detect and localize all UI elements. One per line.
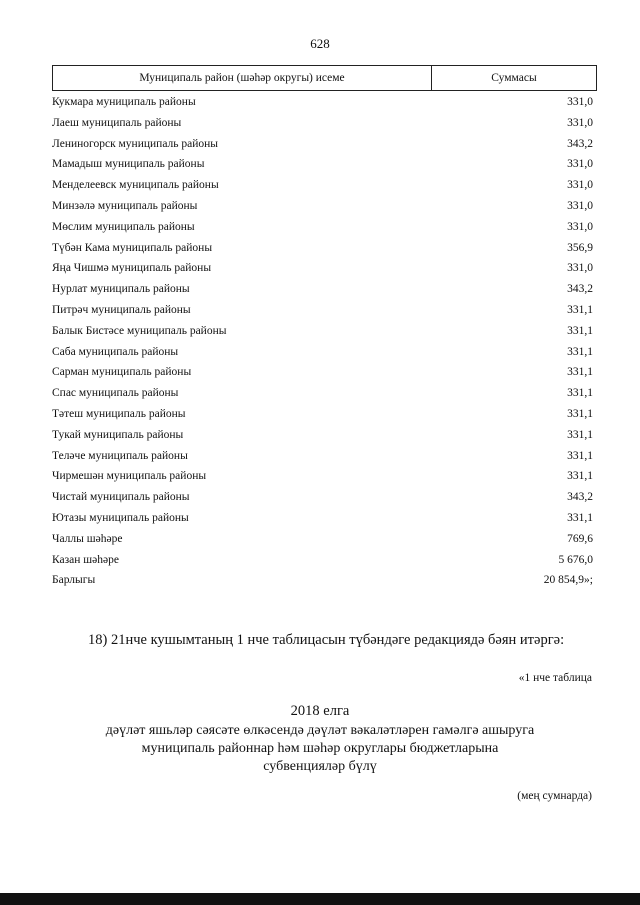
table-row [52, 175, 593, 196]
table-row [52, 487, 593, 508]
row-value: 20 854,9»; [543, 574, 593, 587]
row-value: 331,1 [567, 511, 593, 524]
row-name: Теләче муниципаль районы [52, 449, 188, 462]
row-value: 331,1 [567, 470, 593, 483]
row-name: Чистай муниципаль районы [52, 491, 190, 504]
row-value: 331,1 [567, 387, 593, 400]
column-header-name: Муниципаль район (шәһәр округы) исеме [53, 66, 432, 90]
row-value: 331,1 [567, 407, 593, 420]
row-name: Лениногорск муниципаль районы [52, 137, 219, 150]
row-name: Түбән Кама муниципаль районы [52, 241, 213, 254]
table-year: 2018 елга [290, 703, 350, 719]
row-value: 331,0 [567, 96, 593, 108]
row-name: Кукмара муниципаль районы [52, 96, 196, 108]
table-body [52, 92, 593, 591]
row-value: 343,2 [567, 283, 593, 296]
table-header [52, 65, 597, 91]
row-value: 5 676,0 [558, 553, 593, 566]
row-value: 331,1 [567, 345, 593, 358]
table-row [52, 154, 593, 175]
row-value: 331,0 [567, 116, 593, 129]
row-name: Казан шәһәре [52, 553, 119, 566]
row-name: Барлыгы [52, 574, 96, 587]
table-row [52, 529, 593, 550]
row-name: Минзәлә муниципаль районы [52, 199, 198, 212]
table-row [52, 92, 593, 113]
row-value: 356,9 [567, 241, 593, 254]
table-row [52, 113, 593, 134]
table-row [52, 404, 593, 425]
subtitle-line: дәүләт яшьләр сәясәте өлкәсендә дәүләт вәкаләтләрен гамәлгә ашыруга [105, 723, 535, 738]
row-name: Питрәч муниципаль районы [52, 303, 191, 316]
row-value: 331,0 [567, 262, 593, 275]
table-row [52, 238, 593, 259]
row-value: 769,6 [567, 532, 593, 545]
row-value: 331,0 [567, 158, 593, 171]
table-row [52, 362, 593, 383]
row-name: Нурлат муниципаль районы [52, 283, 190, 296]
subtitle-line: муниципаль районнар һәм шәһәр округлары бюджетларына [141, 741, 499, 756]
table-row [52, 466, 593, 487]
table-row [52, 300, 593, 321]
subtitle-line: субвенцияләр бүлү [263, 759, 377, 774]
scan-edge-bar [0, 893, 640, 905]
row-value: 331,0 [567, 179, 593, 192]
row-name: Чаллы шәһәре [52, 532, 123, 545]
row-name: Ютазы муниципаль районы [52, 511, 189, 524]
row-value: 331,0 [567, 220, 593, 233]
row-name: Сарман муниципаль районы [52, 366, 192, 379]
table-row [52, 550, 593, 571]
table-row [52, 425, 593, 446]
table-row [52, 342, 593, 363]
table-subtitle [0, 722, 640, 776]
table-row [52, 279, 593, 300]
row-name: Саба муниципаль районы [52, 345, 179, 358]
row-value: 331,1 [567, 449, 593, 462]
row-value: 331,0 [567, 199, 593, 212]
row-name: Яңа Чишмә муниципаль районы [52, 262, 212, 275]
table-row [52, 383, 593, 404]
table-row [52, 321, 593, 342]
row-name: Мөслим муниципаль районы [52, 220, 195, 233]
row-value: 331,1 [567, 303, 593, 316]
table-row [52, 508, 593, 529]
row-name: Тукай муниципаль районы [52, 428, 184, 441]
row-value: 331,1 [567, 428, 593, 441]
table-row [52, 134, 593, 155]
row-value: 331,1 [567, 366, 593, 379]
table-row [52, 446, 593, 467]
row-name: Чирмешән муниципаль районы [52, 470, 207, 483]
row-name: Лаеш муниципаль районы [52, 116, 182, 129]
table-row [52, 570, 593, 591]
amendment-instruction: 18) 21нче кушымтаның 1 нче таблицасын түбәндәге редакциядә бәян итәргә: [88, 632, 565, 648]
table-row [52, 217, 593, 238]
row-value: 343,2 [567, 137, 593, 150]
row-name: Менделеевск муниципаль районы [52, 179, 219, 192]
table-row [52, 196, 593, 217]
page-number: 628 [310, 36, 330, 51]
row-name: Тәтеш муниципаль районы [52, 407, 186, 420]
table-row [52, 258, 593, 279]
row-name: Спас муниципаль районы [52, 387, 179, 400]
row-name: Мамадыш муниципаль районы [52, 158, 205, 171]
row-name: Балык Бистәсе муниципаль районы [52, 324, 227, 337]
units-note: (мең сумнарда) [517, 790, 592, 802]
table-label: «1 нче таблица [518, 672, 592, 684]
row-value: 331,1 [567, 324, 593, 337]
column-header-sum: Суммасы [491, 72, 537, 84]
row-value: 343,2 [567, 491, 593, 504]
